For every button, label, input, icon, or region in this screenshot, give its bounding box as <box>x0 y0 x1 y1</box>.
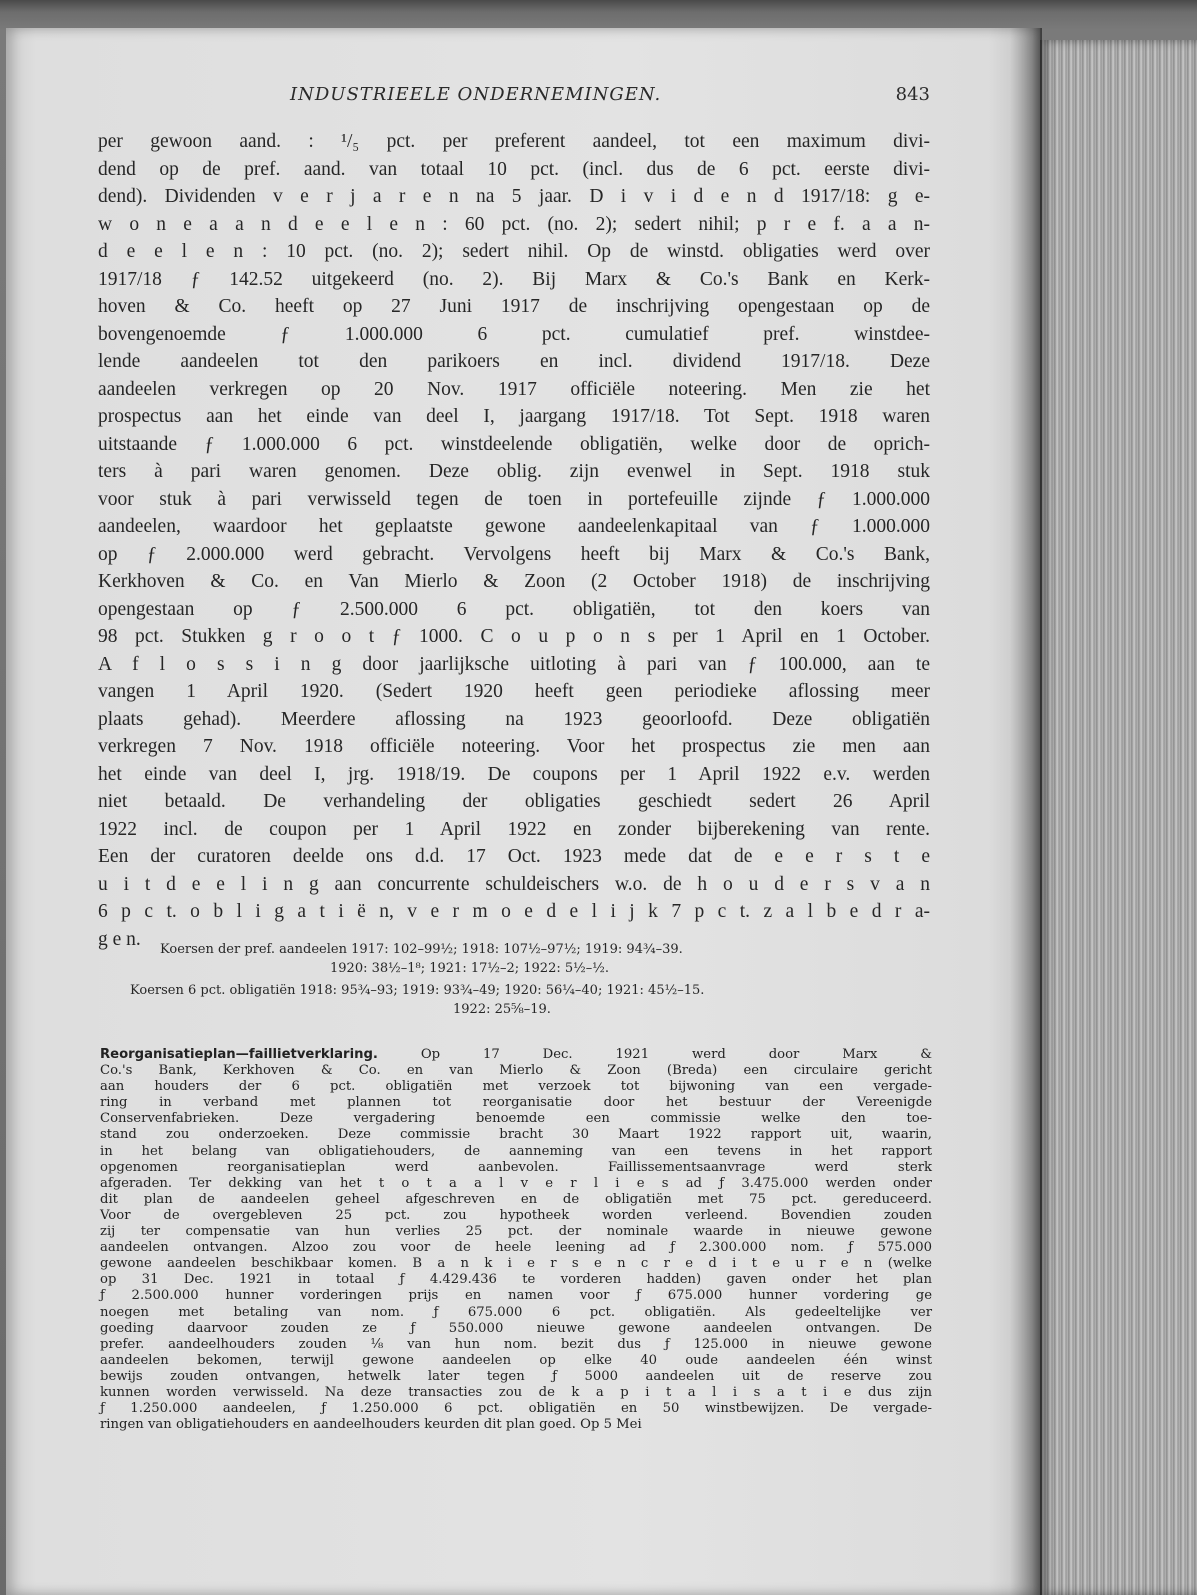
page-stack-edge <box>1040 40 1197 1595</box>
reorganisation-section <box>100 1047 932 1433</box>
body-line: 1917/18 ƒ 142.52 uitgekeerd (no. 2). Bij Marx & Co.'s Bank en Kerk- <box>98 268 930 290</box>
reorg-line: op 31 Dec. 1921 in totaal ƒ 4.429.436 te vorderen hadden) gaven onder het plan <box>100 1272 932 1288</box>
reorg-line: ƒ 2.500.000 hunner vorderingen prijs en namen voor ƒ 675.000 hunner vordering ge <box>100 1288 932 1304</box>
body-line: voor stuk à pari verwisseld tegen de toen in portefeuille zijnde ƒ 1.000.000 <box>98 488 930 510</box>
body-line: aandeelen, waardoor het geplaatste gewone aandeelenkapitaal van ƒ 1.000.000 <box>98 516 930 537</box>
body-line: 1922 incl. de coupon per 1 April 1922 en zonder bijberekening van rente. <box>98 818 930 840</box>
reorg-line: afgeraden. Ter dekking van het t o t a a l v e r l i e s ad ƒ 3.475.000 werden onder <box>100 1175 932 1191</box>
reorg-line: gewone aandeelen beschikbaar komen. B a n k i e r s e n c r e d i t e u r e n (welke <box>100 1256 932 1272</box>
body-line: niet betaald. De verhandeling der obligaties geschiedt sedert 26 April <box>98 791 930 812</box>
body-line: dend). Dividenden v e r j a r e n na 5 jaar. D i v i d e n d 1917/18: g e- <box>98 186 930 207</box>
body-line: 6 p c t. o b l i g a t i ë n, v e r m o e d e l i j k 7 p c t. z a l b e d r a- <box>98 901 930 922</box>
reorg-line: ringen van obligatiehouders en aandeelhouders keurden dit plan goed. Op 5 Mei <box>100 1417 642 1433</box>
body-line: 98 pct. Stukken g r o o t ƒ 1000. C o u p o n s per 1 April en 1 October. <box>98 626 930 647</box>
reorg-line: ring in verband met plannen tot reorganisatie door het bestuur der Vereenigde <box>100 1095 932 1111</box>
price-quotes <box>98 940 930 1019</box>
reorg-line: aan houders der 6 pct. obligatiën met verzoek tot bijwoning van een vergade- <box>100 1079 932 1095</box>
reorg-line: ƒ 1.250.000 aandeelen, ƒ 1.250.000 6 pct. obligatiën en 50 winstbewijzen. De vergade- <box>100 1401 932 1417</box>
body-line: op ƒ 2.000.000 werd gebracht. Vervolgens heeft bij Marx & Co.'s Bank, <box>98 543 930 565</box>
body-line: opengestaan op ƒ 2.500.000 6 pct. obligatiën, tot den koers van <box>98 598 930 620</box>
reorg-line: Conservenfabrieken. Deze vergadering benoemde een commissie welke den toe- <box>100 1111 932 1127</box>
reorg-line: Co.'s Bank, Kerkhoven & Co. en van Mierlo & Zoon (Breda) een circulaire gericht <box>100 1063 932 1079</box>
reorg-first-line <box>100 1047 932 1063</box>
body-line: w o n e a a n d e e l e n : 60 pct. (no. 2); sedert nihil; p r e f. a a n- <box>98 213 930 235</box>
body-line: dend op de pref. aand. van totaal 10 pct. (incl. dus de 6 pct. eerste divi- <box>98 158 930 180</box>
quote-line: Koersen der pref. aandeelen 1917: 102–99½; 1918: 107½–97½; 1919: 94¾–39. <box>160 942 683 957</box>
reorg-line: aandeelen ontvangen. Alzoo zou voor de heele leening ad ƒ 2.300.000 nom. ƒ 575.000 <box>100 1240 932 1256</box>
body-line: verkregen 7 Nov. 1918 officiële noteering. Voor het prospectus zie men aan <box>98 736 930 757</box>
reorg-line: Voor de overgebleven 25 pct. zou hypotheek worden verleend. Bovendien zouden <box>100 1207 932 1223</box>
body-line: plaats gehad). Meerdere aflossing na 1923 geoorloofd. Deze obligatiën <box>98 708 930 730</box>
body-line: A f l o s s i n g door jaarlijksche uitloting à pari van ƒ 100.000, aan te <box>98 653 930 675</box>
reorg-line: dit plan de aandeelen geheel afgeschreven en de obligatiën met 75 pct. gereduceerd. <box>100 1191 932 1207</box>
binding-shadow <box>1010 28 1042 1595</box>
body-line: lende aandeelen tot den parikoers en incl. dividend 1917/18. Deze <box>98 351 930 372</box>
reorg-line: aandeelen bekomen, terwijl gewone aandeelen op elke 40 oude aandeelen één winst <box>100 1352 932 1368</box>
running-title: INDUSTRIEELE ONDERNEMINGEN. <box>290 84 662 105</box>
body-line: Kerkhoven & Co. en Van Mierlo & Zoon (2 October 1918) de inschrijving <box>98 571 930 592</box>
page-number: 843 <box>895 84 930 105</box>
quote-line: Koersen 6 pct. obligatiën 1918: 95¾–93; 1919: 93¾–49; 1920: 56¼–40; 1921: 45½–15. <box>130 983 705 998</box>
body-line: per gewoon aand. : ¹/₅ pct. per preferent aandeel, tot een maximum divi- <box>98 131 930 152</box>
body-line: u i t d e e l i n g aan concurrente schuldeischers w.o. de h o u d e r s v a n <box>98 873 930 895</box>
reorg-line: bewijs zouden ontvangen, hetwelk later tegen ƒ 5000 aandeelen uit de reserve zou <box>100 1368 932 1384</box>
reorg-line: zij ter compensatie van hun verlies 25 pct. der nominale waarde in nieuwe gewone <box>100 1224 932 1240</box>
body-line: prospectus aan het einde van deel I, jaargang 1917/18. Tot Sept. 1918 waren <box>98 406 930 427</box>
reorg-line: stand zou onderzoeken. Deze commissie bracht 30 Maart 1922 rapport uit, waarin, <box>100 1127 932 1143</box>
reorg-line: in het belang van obligatiehouders, de aanneming van een tevens in het rapport <box>100 1143 932 1159</box>
reorg-line: noegen met betaling van nom. ƒ 675.000 6 pct. obligatiën. Als gedeeltelijke ver <box>100 1304 932 1320</box>
body-line: ters à pari waren genomen. Deze oblig. zijn evenwel in Sept. 1918 stuk <box>98 461 930 482</box>
body-paragraph <box>98 128 930 953</box>
running-head <box>290 84 930 114</box>
body-line: hoven & Co. heeft op 27 Juni 1917 de inschrijving opengestaan op de <box>98 296 930 317</box>
quote-line: 1920: 38½–1⁸; 1921: 17½–2; 1922: 5½–½. <box>330 961 609 976</box>
reorg-line: prefer. aandeelhouders zouden ⅛ van hun nom. bezit dus ƒ 125.000 in nieuwe gewone <box>100 1336 932 1352</box>
body-line: bovengenoemde ƒ 1.000.000 6 pct. cumulatief pref. winstdee- <box>98 323 930 345</box>
body-line: Een der curatoren deelde ons d.d. 17 Oct. 1923 mede dat de e e r s t e <box>98 846 930 867</box>
reorg-line: kunnen worden verwisseld. Na deze transacties zou de k a p i t a l i s a t i e dus zijn <box>100 1384 932 1400</box>
body-line: aandeelen verkregen op 20 Nov. 1917 officiële noteering. Men zie het <box>98 378 930 400</box>
reorg-line: goeding daarvoor zouden ze ƒ 550.000 nieuwe gewone aandeelen ontvangen. De <box>100 1320 932 1336</box>
reorg-line: opgenomen reorganisatieplan werd aanbevolen. Faillissementsaanvrage werd sterk <box>100 1159 932 1175</box>
reorg-line: Op 17 Dec. 1921 werd door Marx & <box>377 1047 932 1062</box>
quote-line: 1922: 25⅝–19. <box>453 1002 551 1017</box>
body-line: g e n. <box>98 928 141 950</box>
body-line: d e e l e n : 10 pct. (no. 2); sedert nihil. Op de winstd. obligaties werd over <box>98 241 930 262</box>
body-line: het einde van deel I, jrg. 1918/19. De coupons per 1 April 1922 e.v. werden <box>98 763 930 785</box>
section-heading: Reorganisatieplan—faillietverklaring. <box>100 1047 378 1062</box>
body-line: vangen 1 April 1920. (Sedert 1920 heeft geen periodieke aflossing meer <box>98 681 930 702</box>
body-line: uitstaande ƒ 1.000.000 6 pct. winstdeelende obligatiën, welke door de oprich- <box>98 433 930 455</box>
